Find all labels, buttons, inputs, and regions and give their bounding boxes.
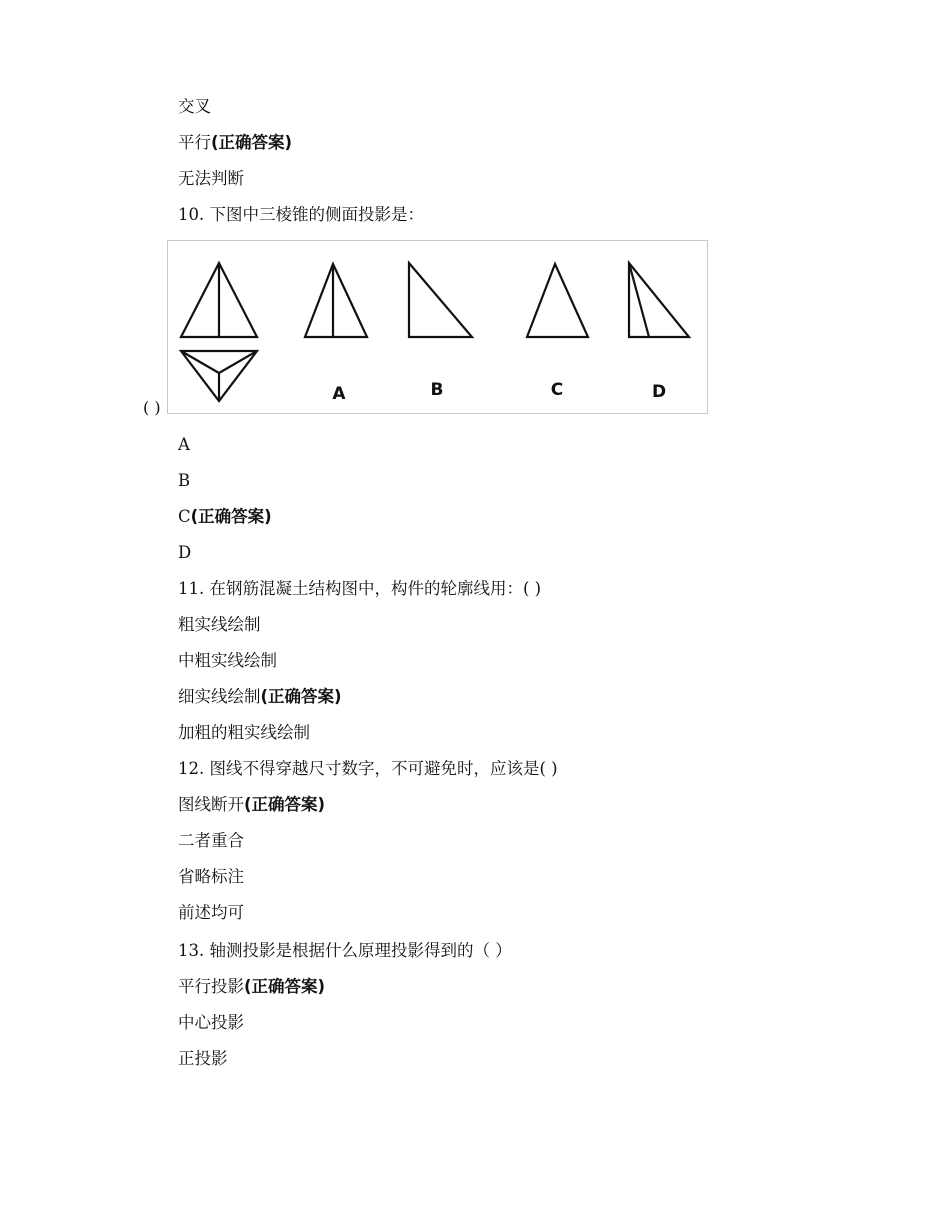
q13-question: 13. 轴测投影是根据什么原理投影得到的（ ） xyxy=(178,941,512,960)
q10-option-b: B xyxy=(178,471,191,490)
correct-answer-marker: (正确答案) xyxy=(190,507,272,526)
q12-option-a: 图线断开(正确答案) xyxy=(178,795,326,814)
pyramid-projection-diagram xyxy=(168,241,707,413)
q10-figure xyxy=(167,240,708,414)
q13-option-a: 平行投影(正确答案) xyxy=(178,977,326,996)
q9-option-c: 无法判断 xyxy=(178,169,244,188)
figure-option-b-shape xyxy=(409,263,472,337)
pyramid-front-view xyxy=(181,263,257,337)
figure-option-d-shape xyxy=(629,263,689,337)
figure-option-a-shape xyxy=(305,264,367,337)
q11-option-a: 粗实线绘制 xyxy=(178,615,261,634)
correct-answer-marker: (正确答案) xyxy=(244,795,326,814)
q10-blank: ( ) xyxy=(143,398,161,417)
figure-label-a: A xyxy=(332,384,346,404)
figure-label-d: D xyxy=(651,382,667,402)
q10-option-d: D xyxy=(178,543,192,562)
q12-option-d: 前述均可 xyxy=(178,903,244,922)
q12-option-c: 省略标注 xyxy=(178,867,244,886)
q13-option-b: 中心投影 xyxy=(178,1013,244,1032)
q9-option-b: 平行(正确答案) xyxy=(178,133,293,152)
q10-question: 10. 下图中三棱锥的侧面投影是： xyxy=(178,205,424,224)
q11-question: 11. 在钢筋混凝土结构图中，构件的轮廓线用：( ) xyxy=(178,579,542,598)
correct-answer-marker: (正确答案) xyxy=(244,977,326,996)
correct-answer-marker: (正确答案) xyxy=(260,687,342,706)
q12-option-b: 二者重合 xyxy=(178,831,244,850)
q9-option-a: 交叉 xyxy=(178,97,211,116)
q11-option-c: 细实线绘制(正确答案) xyxy=(178,687,342,706)
correct-answer-marker: (正确答案) xyxy=(211,133,293,152)
q11-option-b: 中粗实线绘制 xyxy=(178,651,277,670)
q13-option-c: 正投影 xyxy=(178,1049,228,1068)
q10-option-c: C(正确答案) xyxy=(178,507,272,526)
q12-question: 12. 图线不得穿越尺寸数字，不可避免时，应该是( ) xyxy=(178,759,558,778)
figure-label-c: C xyxy=(550,380,564,400)
pyramid-top-view xyxy=(181,351,257,401)
q10-option-a: A xyxy=(178,435,190,454)
q11-option-d: 加粗的粗实线绘制 xyxy=(178,723,310,742)
figure-label-b: B xyxy=(430,380,444,400)
figure-option-c-shape xyxy=(527,264,588,337)
